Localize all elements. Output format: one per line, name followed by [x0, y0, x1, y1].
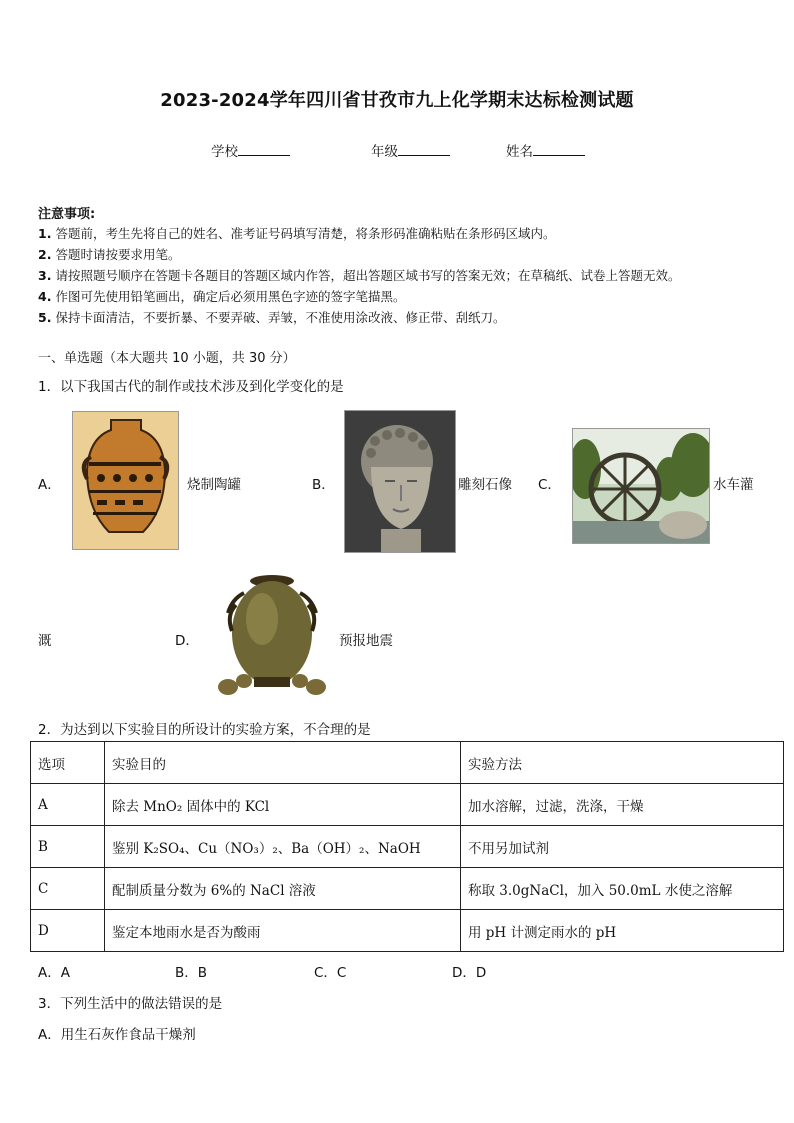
table-cell: 除去 MnO₂ 固体中的 KCl [105, 784, 461, 826]
note-item: 2. 答题时请按要求用笔。 [38, 247, 181, 262]
q2-answer-a[interactable]: A．A [38, 965, 70, 981]
page-title: 2023-2024学年四川省甘孜市九上化学期末达标检测试题 [160, 90, 634, 111]
table-row [31, 784, 784, 826]
table-header-cell: 实验目的 [105, 742, 461, 784]
table-cell: 配制质量分数为 6%的 NaCl 溶液 [105, 868, 461, 910]
note-item: 5. 保持卡面清洁，不要折暴、不要弄破、弄皱，不准使用涂改液、修正带、刮纸刀。 [38, 310, 506, 325]
note-item: 1. 答题前，考生先将自己的姓名、准考证号码填写清楚，将条形码准确粘贴在条形码区域内。 [38, 226, 556, 241]
table-cell: 鉴别 K₂SO₄、Cu（NO₃）₂、Ba（OH）₂、NaOH [105, 826, 461, 868]
grade-blank[interactable] [398, 143, 450, 156]
school-label: 学校 [211, 144, 238, 160]
grade-field [371, 140, 450, 160]
name-label: 姓名 [506, 144, 533, 160]
question-1-stem: 1．以下我国古代的制作或技术涉及到化学变化的是 [38, 379, 344, 395]
table-row [31, 910, 784, 952]
table-cell: C [31, 868, 105, 910]
table-cell: 加水溶解，过滤，洗涤，干燥 [461, 784, 784, 826]
q1-option-b-label: 雕刻石像 [458, 477, 512, 493]
q1-option-b-letter[interactable]: B． [312, 477, 335, 493]
question-2-stem: 2．为达到以下实验目的所设计的实验方案，不合理的是 [38, 722, 371, 738]
notes-heading: 注意事项: [38, 207, 96, 222]
pottery-jar-icon [72, 411, 179, 550]
water-wheel-icon [572, 428, 710, 544]
grade-label: 年级 [371, 144, 398, 160]
school-blank[interactable] [238, 143, 290, 156]
name-field [506, 140, 585, 160]
q1-option-d-label: 预报地震 [339, 633, 393, 649]
q2-answer-d[interactable]: D．D [452, 965, 487, 981]
school-field [211, 140, 290, 160]
q2-answer-c[interactable]: C．C [314, 965, 347, 981]
note-item: 4. 作图可先使用铅笔画出，确定后必须用黑色字迹的签字笔描黑。 [38, 289, 406, 304]
table-header-cell: 选项 [31, 742, 105, 784]
table-cell: 称取 3.0gNaCl，加入 50.0mL 水使之溶解 [461, 868, 784, 910]
table-header-cell: 实验方法 [461, 742, 784, 784]
table-cell: A [31, 784, 105, 826]
question-3-stem: 3．下列生活中的做法错误的是 [38, 996, 223, 1012]
q1-option-c-label: 水车灌 [713, 477, 754, 493]
table-cell: D [31, 910, 105, 952]
table-cell: 用 pH 计测定雨水的 pH [461, 910, 784, 952]
section-heading: 一、单选题（本大题共 10 小题，共 30 分） [38, 351, 296, 366]
q1-option-a-label: 烧制陶罐 [187, 477, 241, 493]
q1-option-d-letter[interactable]: D． [175, 633, 199, 649]
table-cell: B [31, 826, 105, 868]
experiment-table [30, 741, 784, 952]
note-item: 3. 请按照题号顺序在答题卡各题目的答题区域内作答，超出答题区域书写的答案无效；在草稿纸、试卷上答题无效。 [38, 268, 681, 283]
table-row [31, 868, 784, 910]
q1-option-c-label-cont: 溉 [38, 633, 52, 649]
q3-option-a[interactable]: A．用生石灰作食品干燥剂 [38, 1027, 196, 1043]
table-cell: 鉴定本地雨水是否为酸雨 [105, 910, 461, 952]
q1-option-a-letter[interactable]: A． [38, 477, 61, 493]
name-blank[interactable] [533, 143, 585, 156]
table-header-row [31, 742, 784, 784]
q2-answer-b[interactable]: B．B [175, 965, 208, 981]
table-row [31, 826, 784, 868]
seismograph-icon [214, 571, 330, 701]
q1-option-c-letter[interactable]: C． [538, 477, 561, 493]
stone-statue-icon [344, 410, 456, 553]
table-cell: 不用另加试剂 [461, 826, 784, 868]
